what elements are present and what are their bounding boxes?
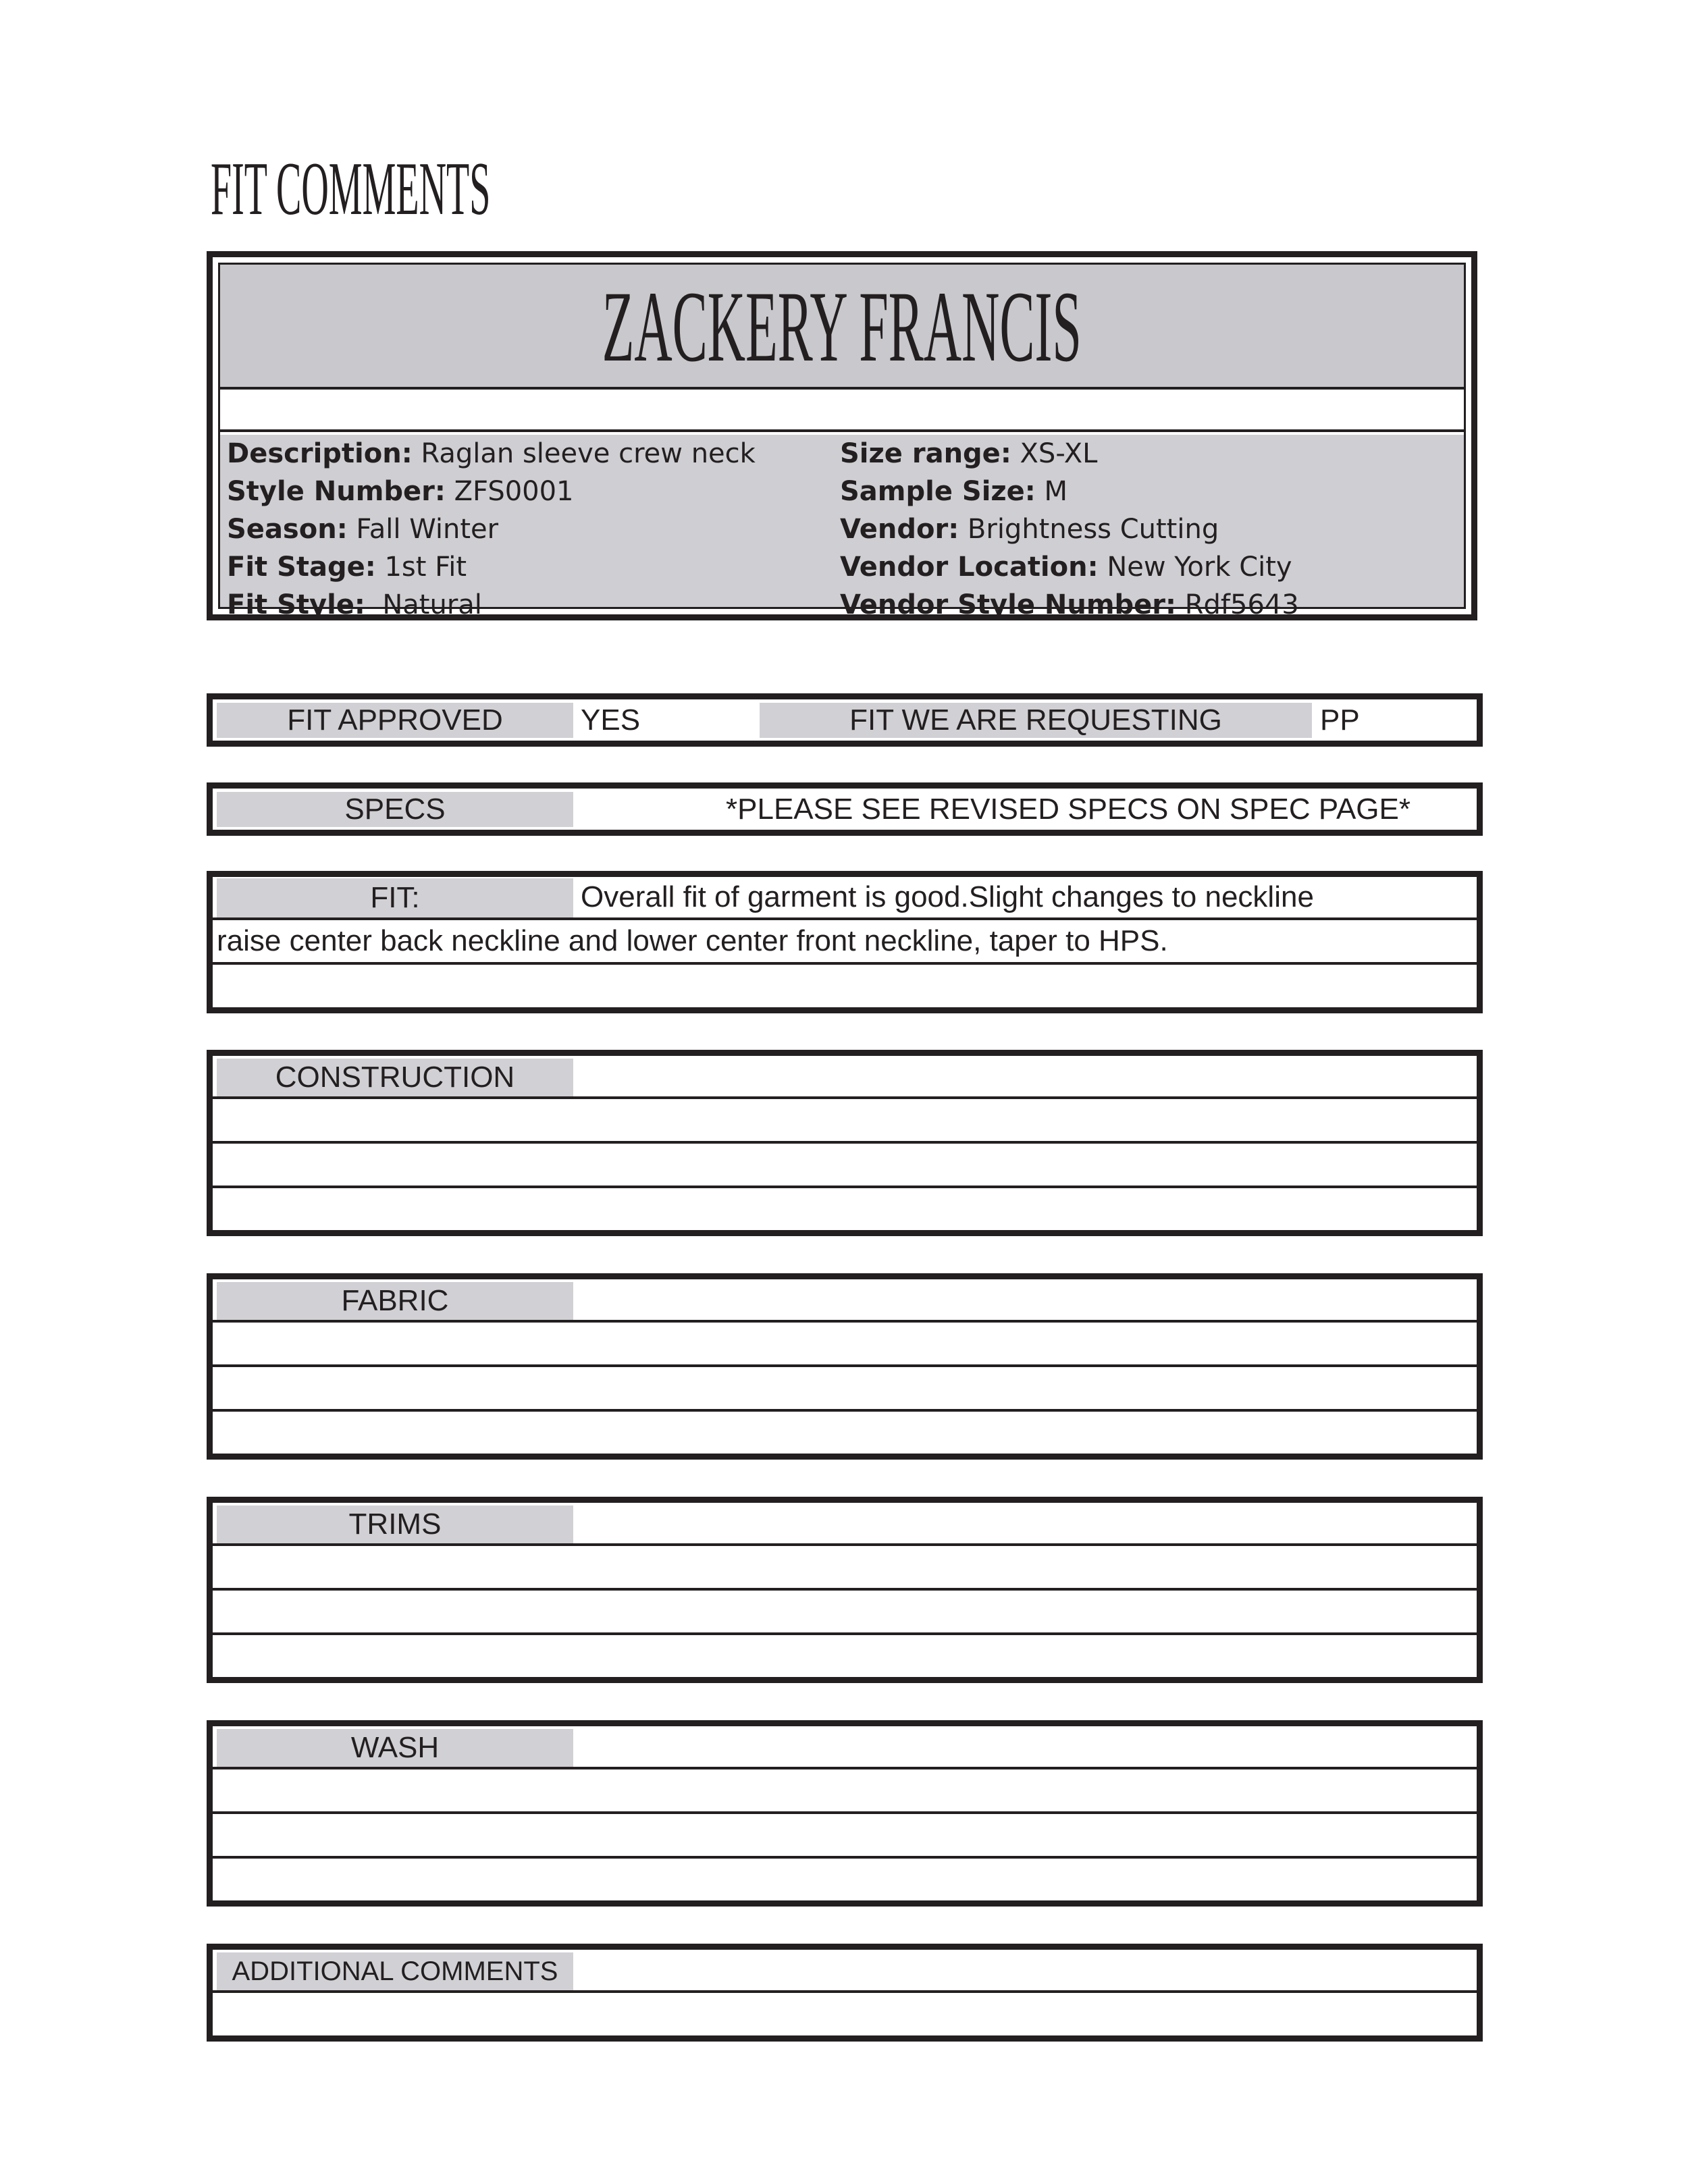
- fabric-line-1[interactable]: [213, 1323, 1477, 1364]
- size-range-row: Size range: XS-XL: [840, 438, 1098, 469]
- additional-comments-label: ADDITIONAL COMMENTS: [217, 1952, 573, 1990]
- vendor-style-number-row: Vendor Style Number: Rdf5643: [840, 589, 1299, 620]
- fabric-section: [207, 1273, 1483, 1460]
- wash-line-3[interactable]: [213, 1859, 1477, 1900]
- info-right-column: [840, 435, 1475, 624]
- brand-name: [220, 265, 1464, 390]
- fabric-line-3[interactable]: [213, 1412, 1477, 1454]
- fit-style-row: Fit Style: Natural: [227, 589, 482, 620]
- fit-request-value[interactable]: PP: [1320, 703, 1360, 737]
- fit-approved-section: [207, 693, 1483, 747]
- construction-line-2[interactable]: [213, 1144, 1477, 1186]
- fabric-label: FABRIC: [217, 1282, 573, 1320]
- wash-line-2[interactable]: [213, 1814, 1477, 1856]
- specs-section: [207, 782, 1483, 836]
- description-row: Description: Raglan sleeve crew neck: [227, 438, 756, 469]
- info-left-column: [227, 435, 821, 624]
- fit-stage-row: Fit Stage: 1st Fit: [227, 552, 467, 583]
- fit-comment-line-2[interactable]: raise center back neckline and lower center front neckline, taper to HPS.: [217, 924, 1168, 957]
- fit-label: FIT:: [217, 878, 573, 917]
- vendor-row: Vendor: Brightness Cutting: [840, 514, 1219, 545]
- fit-approved-label: FIT APPROVED: [217, 703, 573, 738]
- fit-section: [207, 871, 1483, 1013]
- construction-line-1[interactable]: [213, 1099, 1477, 1141]
- header-inner: [218, 263, 1466, 620]
- trims-line-3[interactable]: [213, 1635, 1477, 1677]
- fit-comment-line-1[interactable]: Overall fit of garment is good.Slight changes to neckline: [581, 880, 1314, 913]
- sample-size-row: Sample Size: M: [840, 476, 1068, 507]
- construction-line-3[interactable]: [213, 1188, 1477, 1230]
- trims-section: [207, 1497, 1483, 1683]
- blank-band: [220, 392, 1464, 432]
- additional-comments-line-1[interactable]: [213, 1993, 1477, 2035]
- specs-value[interactable]: *PLEASE SEE REVISED SPECS ON SPEC PAGE*: [726, 793, 1410, 826]
- season-row: Season: Fall Winter: [227, 514, 499, 545]
- construction-label: CONSTRUCTION: [217, 1059, 573, 1096]
- fit-request-label: FIT WE ARE REQUESTING: [760, 703, 1312, 738]
- header-card: [207, 251, 1477, 620]
- additional-comments-section: [207, 1944, 1483, 2042]
- style-number-row: Style Number: ZFS0001: [227, 476, 574, 507]
- specs-label: SPECS: [217, 792, 573, 827]
- trims-line-1[interactable]: [213, 1546, 1477, 1588]
- construction-section: [207, 1050, 1483, 1236]
- fit-approved-value[interactable]: YES: [581, 703, 641, 737]
- page-title: FIT COMMENTS: [211, 147, 491, 231]
- fit-comment-line-3[interactable]: [213, 965, 1477, 1007]
- wash-line-1[interactable]: [213, 1769, 1477, 1811]
- brand-name-text: ZACKERY FRANCIS: [602, 271, 1082, 383]
- wash-label: WASH: [217, 1729, 573, 1767]
- wash-section: [207, 1720, 1483, 1907]
- trims-label: TRIMS: [217, 1506, 573, 1543]
- trims-line-2[interactable]: [213, 1591, 1477, 1632]
- fabric-line-2[interactable]: [213, 1367, 1477, 1409]
- vendor-location-row: Vendor Location: New York City: [840, 552, 1292, 583]
